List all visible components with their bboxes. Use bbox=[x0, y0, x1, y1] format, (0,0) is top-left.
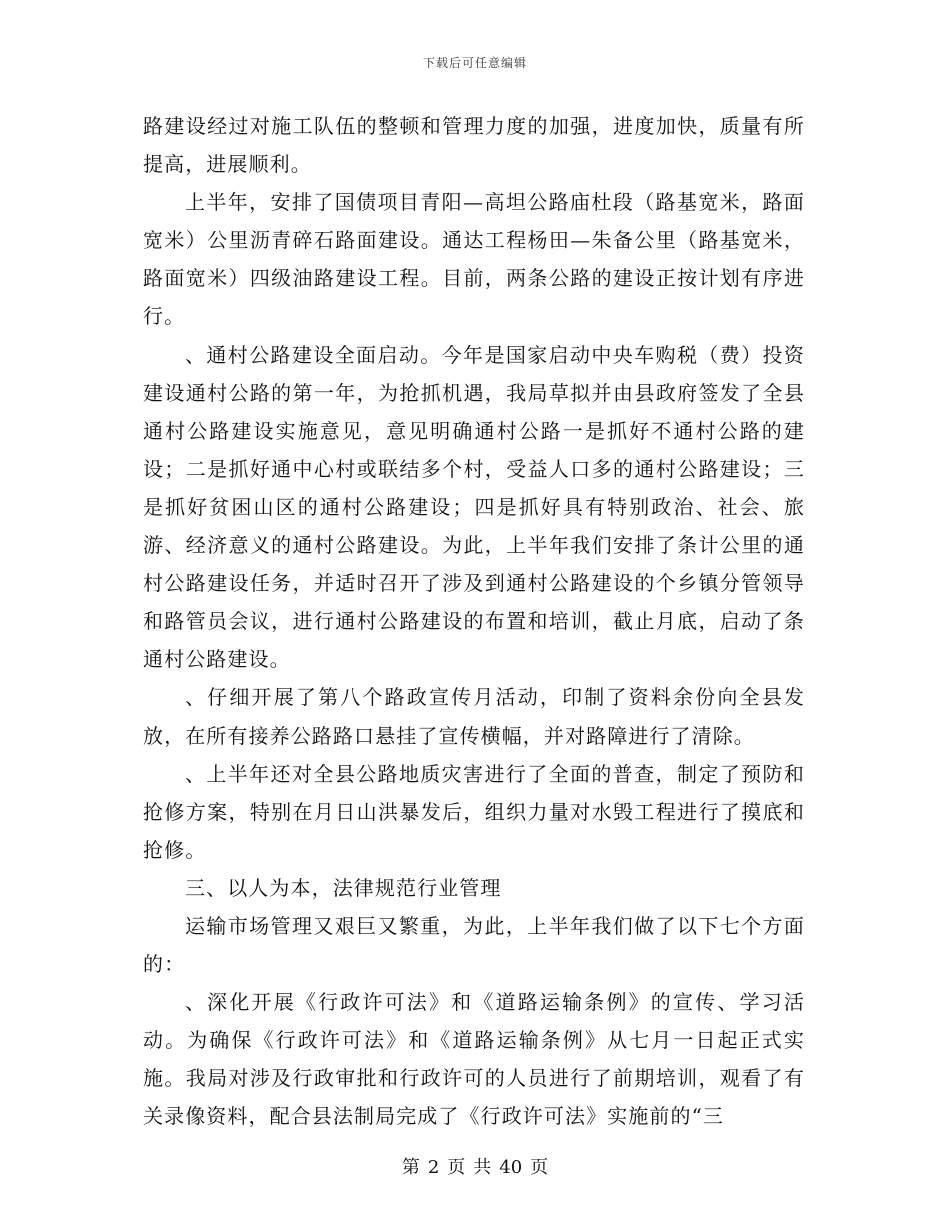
footer-total-pages: 40 bbox=[499, 1157, 523, 1178]
footer-current-page: 2 bbox=[427, 1157, 440, 1178]
footer-label-unit2: 页 bbox=[530, 1157, 549, 1178]
header-note: 下载后可任意编辑 bbox=[422, 56, 527, 70]
paragraph-road-admin-month: 、仔细开展了第八个路政宣传月活动，印制了资料余份向全县发放，在所有接养公路路口悬挂了宣传横幅，并对路障进行了清除。 bbox=[143, 685, 805, 748]
paragraph-village-roads: 、通村公路建设全面启动。今年是国家启动中央车购税（费）投资建设通村公路的第一年，为抢抓机遇，我局草拟并由县政府签发了全县通村公路建设实施意见，意见明确通村公路一是抓好不通村公路的建设；二是抓好通中心村或联结多个村，受益人口多的通村公路建设；三是抓好贫困山区的通村公路建设；四是抓好具有特别政治、社会、旅游、经济意义的通村公路建设。为此，上半年我们安排了条计公里的通村公路建设任务，并适时召开了涉及到通村公路建设的个乡镇分管领导和路管员会议，进行通村公路建设的布置和培训，截止月底，启动了条通村公路建设。 bbox=[143, 342, 805, 672]
section-heading: 三、以人为本，法律规范行业管理 bbox=[185, 875, 502, 900]
footer-label-page: 第 bbox=[401, 1157, 420, 1178]
document-body bbox=[143, 107, 805, 1136]
footer-label-total: 共 bbox=[473, 1157, 492, 1178]
footer-label-unit: 页 bbox=[447, 1157, 466, 1178]
paragraph-continuation: 路建设经过对施工队伍的整顿和管理力度的加强，进度加快，质量有所提高，进展顺利。 bbox=[143, 114, 805, 177]
paragraph-transport-market: 运输市场管理又艰巨又繁重，为此，上半年我们做了以下七个方面的： bbox=[143, 913, 805, 977]
paragraph-national-bond-project: 上半年，安排了国债项目青阳—高坦公路庙杜段（路基宽米，路面宽米）公里沥青碎石路面建设。通达工程杨田—朱备公里（路基宽米，路面宽米）四级油路建设工程。目前，两条公路的建设正按计划有序进行。 bbox=[143, 190, 805, 329]
paragraph-admin-license-law: 、深化开展《行政许可法》和《道路运输条例》的宣传、学习活动。为确保《行政许可法》和《道路运输条例》从七月一日起正式实施。我局对涉及行政审批和行政许可的人员进行了前期培训，观看了有关录像资料，配合县法制局完成了《行政许可法》实施前的“三 bbox=[143, 990, 805, 1129]
paragraph-geological-survey: 、上半年还对全县公路地质灾害进行了全面的普查，制定了预防和抢修方案，特别在月日山洪暴发后，组织力量对水毁工程进行了摸底和抢修。 bbox=[143, 761, 805, 862]
page-footer bbox=[0, 1153, 950, 1179]
